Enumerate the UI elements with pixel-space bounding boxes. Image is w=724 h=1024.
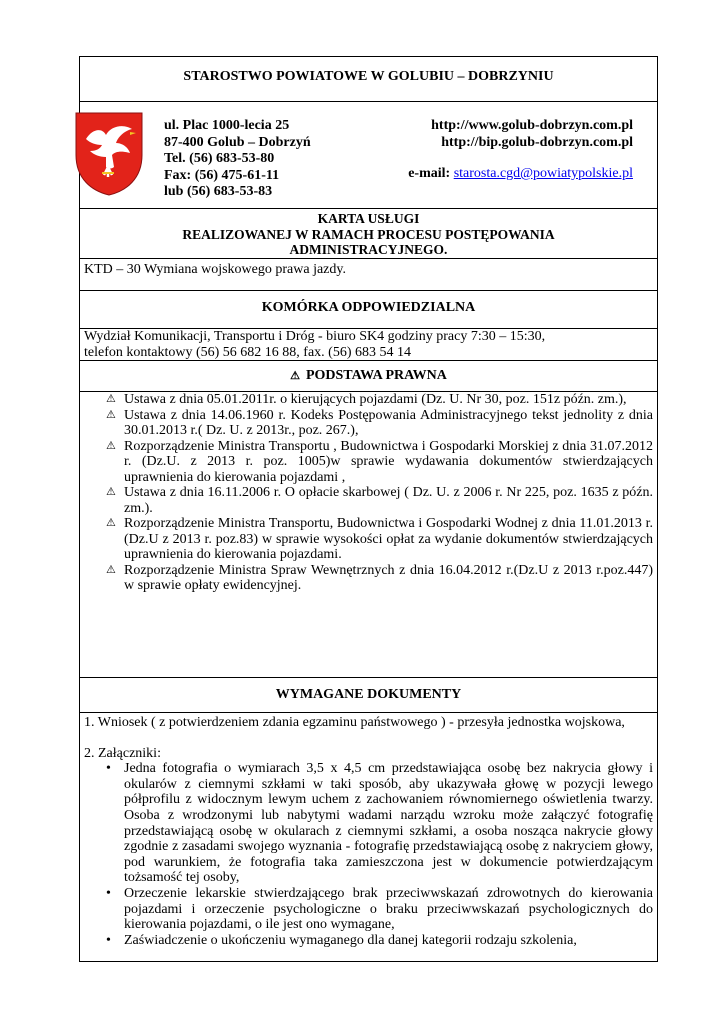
warning-icon: ⚠ xyxy=(106,486,116,498)
fax: Fax: (56) 475-61-11 xyxy=(164,167,280,183)
list-item: ⚠ Ustawa z dnia 16.11.2006 r. O opłacie skarbowej ( Dz. U. z 2006 r. Nr 225, poz. 1635 z późn. zm.). xyxy=(106,485,653,516)
warning-icon: ⚠ xyxy=(106,563,116,576)
warning-icon: ⚠ xyxy=(106,408,116,421)
list-item: • Zaświadczenie o ukończeniu wymaganego dla danej kategorii rodzaju szkolenia, xyxy=(106,932,577,948)
service-card-document xyxy=(79,56,658,962)
legal-basis-list xyxy=(80,392,657,594)
attachments-label: 2. Załączniki: xyxy=(84,745,161,761)
list-item: ⚠ Rozporządzenie Ministra Transportu, Budownictwa i Gospodarki Wodnej z dnia 11.01.2013 r. (Dz.U z 2013 r. poz.83) w sprawie wysokości opłat za wydanie dokumentów stwierdzających uprawnienia do kierowania pojazdami. xyxy=(106,516,653,562)
list-item: ⚠ Rozporządzenie Ministra Spraw Wewnętrznych z dnia 16.04.2012 r.(Dz.U z 2013 r.poz.447) w sprawie opłaty ewidencyjnej. xyxy=(106,562,653,593)
list-item: ⚠ Rozporządzenie Ministra Transportu , Budownictwa i Gospodarki Morskiej z dnia 31.07.2012 r. (Dz.U. z 2013 r. poz. 1005)w sprawie wydawania dokumentów stwierdzających uprawnienia do kierowania pojazdami , xyxy=(106,438,653,485)
warning-icon: ⚠ xyxy=(106,393,116,405)
list-item: • Orzeczenie lekarskie stwierdzającego brak przeciwwskazań zdrowotnych do kierowania pojazdami i orzeczenie psychologiczne o braku przeciwwskazań psychologicznych do kierowania pojazdami, o ile jest ono wymagane, xyxy=(106,885,653,933)
email-label: e-mail: xyxy=(408,166,451,181)
email-link[interactable]: starosta.cgd@powiatypolskie.pl xyxy=(453,166,633,181)
section-title-podstawa xyxy=(80,361,657,392)
phone: Tel. (56) 683-53-80 xyxy=(164,151,275,166)
warning-icon: ⚠ xyxy=(106,439,116,452)
required-documents xyxy=(80,713,657,948)
document-item-1: 1. Wniosek ( z potwierdzeniem zdania egzaminu państwowego ) - przesyła jednostka wojskowa, xyxy=(84,715,625,730)
card-code: KTD – 30 Wymiana wojskowego prawa jazdy. xyxy=(80,259,657,291)
section-title-wymagane: WYMAGANE DOKUMENTY xyxy=(80,678,657,713)
bullet-icon: • xyxy=(106,761,111,777)
card-heading xyxy=(80,209,657,259)
podstawa-title-text: PODSTAWA PRAWNA xyxy=(305,368,447,383)
email-line xyxy=(408,166,633,183)
fax-alt: lub (56) 683-53-83 xyxy=(164,184,273,199)
komorka-line-2: telefon kontaktowy (56) 56 682 16 88, fax. (56) 683 54 14 xyxy=(84,344,411,360)
web-block xyxy=(408,118,633,183)
warning-icon: ⚠ xyxy=(106,517,116,529)
coat-of-arms-eagle-icon xyxy=(72,109,146,197)
header-block xyxy=(80,102,657,209)
komorka-details xyxy=(80,329,657,361)
legal-basis-list-container xyxy=(80,392,657,678)
bullet-icon: • xyxy=(106,932,111,948)
attachments-list xyxy=(80,761,657,948)
card-heading-line-3: ADMINISTRACYJNEGO. xyxy=(289,242,448,257)
address-city: 87-400 Golub – Dobrzyń xyxy=(164,134,311,150)
list-item: • Jedna fotografia o wymiarach 3,5 x 4,5 cm przedstawiająca osobę bez nakrycia głowy i okularów z ciemnymi szkłami w taki sposób, aby ukazywała głowę w pozycji lewego półprofilu z widocznym lewym uchem z zachowaniem równomiernego oświetlenia twarzy. Osoba z wrodzonymi lub nabytymi wadami narządu wzroku może załączyć fotografię przedstawiającą osobę w okularach z ciemnymi szkłami, a osoba nosząca nakrycie głowy zgodnie z zasadami swojego wyznania - fotografię przedstawiającą osobę z nakryciem głowy, pod warunkiem, że fotografia taka zamieszczona jest w dokumencie potwierdzającym tożsamość tej osoby, xyxy=(106,761,653,886)
bip-url[interactable]: http://bip.golub-dobrzyn.com.pl xyxy=(441,134,633,150)
list-item: ⚠ Ustawa z dnia 05.01.2011r. o kierujących pojazdami (Dz. U. Nr 30, poz. 151z późn. zm.), xyxy=(106,392,627,407)
section-title-komorka: KOMÓRKA ODPOWIEDZIALNA xyxy=(80,291,657,329)
address-street: ul. Plac 1000-lecia 25 xyxy=(164,118,290,133)
bullet-icon: • xyxy=(106,885,111,901)
komorka-line-1: Wydział Komunikacji, Transportu i Dróg - biuro SK4 godziny pracy 7:30 – 15:30, xyxy=(84,329,546,344)
card-heading-line-2: REALIZOWANEJ W RAMACH PROCESU POSTĘPOWANIA xyxy=(182,226,555,242)
address-block xyxy=(164,118,311,201)
office-title: STAROSTWO POWIATOWE W GOLUBIU – DOBRZYNIU xyxy=(80,57,657,102)
list-item: ⚠ Ustawa z dnia 14.06.1960 r. Kodeks Postępowania Administracyjnego tekst jednolity z dnia 30.01.2013 r.( Dz. U. z 2013r., poz. 267.), xyxy=(106,407,653,438)
warning-icon: ⚠ xyxy=(290,370,300,382)
card-heading-line-1: KARTA USŁUGI xyxy=(317,211,420,226)
website-url[interactable]: http://www.golub-dobrzyn.com.pl xyxy=(431,118,633,133)
